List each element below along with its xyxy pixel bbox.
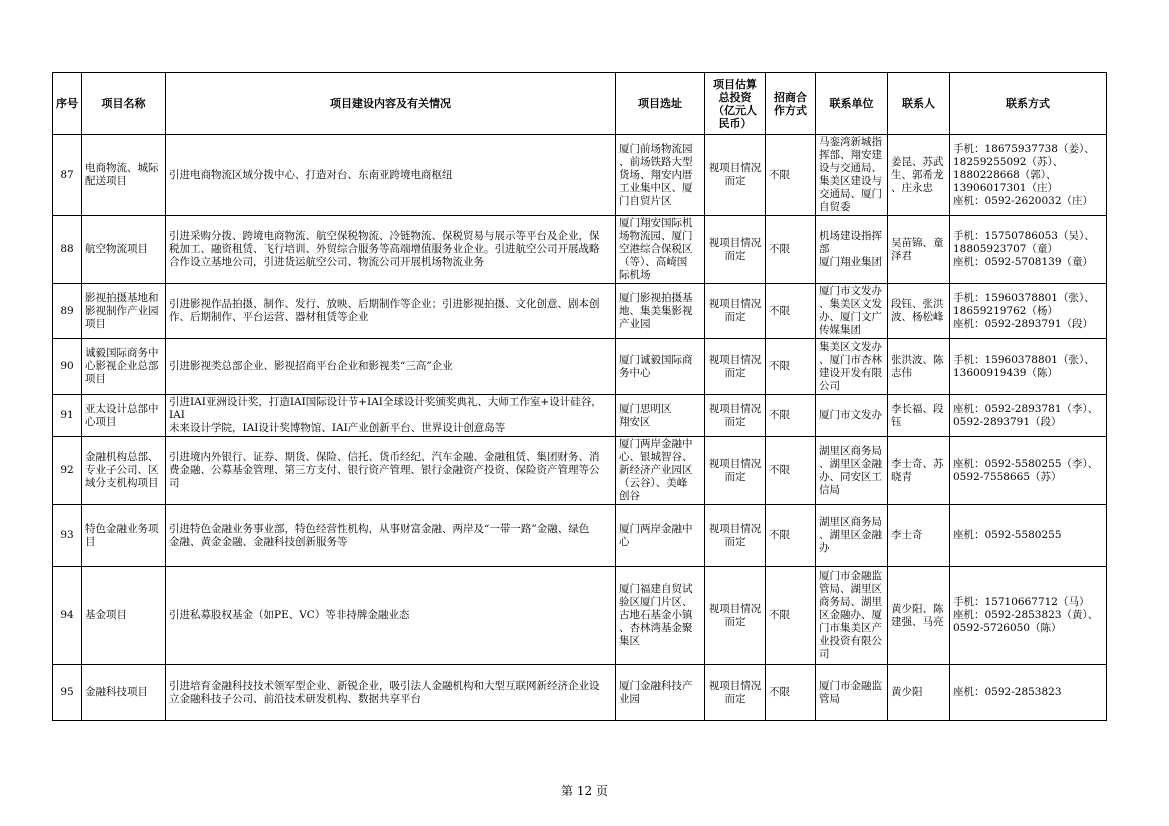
cell-unit-line: 设与交通局、 (819, 162, 882, 174)
cell-site (616, 395, 705, 437)
table-row (53, 437, 1107, 505)
table-row (53, 665, 1107, 721)
cell-person-line: 李士奇、苏 (891, 457, 944, 470)
header-content: 项目建设内容及有关情况 (166, 73, 616, 135)
cell-person (888, 284, 950, 339)
cell-project-name-line: 金融科技项目 (85, 686, 148, 698)
page-footer: 第 12 页 (561, 784, 608, 798)
cell-contact-line: 座机：0592-2620032（庄） (953, 194, 1094, 207)
cell-unit (816, 216, 888, 284)
cell-mode: 不限 (766, 437, 816, 505)
cell-unit (816, 665, 888, 721)
cell-contact (950, 505, 1107, 567)
cell-investment-line: 视项目情况 (708, 522, 762, 535)
cell-contact-line: 手机：15960378801（张）、 (953, 291, 1095, 304)
cell-person-line: 李士奇 (891, 529, 923, 541)
cell-no: 88 (53, 216, 82, 284)
header-invest (705, 73, 766, 135)
cell-site-line: 创谷 (619, 490, 640, 502)
cell-person-line: 吴苗锦、童 (891, 236, 944, 249)
cell-unit-line: 湖里区商务局 (819, 444, 882, 457)
cell-content-line: 引进私募股权基金（如PE、VC）等非持牌金融业态 (169, 609, 410, 621)
cell-project-name (82, 216, 166, 284)
cell-site-line: 际机场 (619, 269, 651, 281)
cell-contact-line: 座机：0592-2853823（黄）、 (953, 609, 1099, 621)
cell-person (888, 339, 950, 395)
cell-investment-line: 而定 (724, 249, 746, 262)
cell-project-name-line: 亚太设计总部中 (85, 402, 159, 415)
header-line: 民币） (718, 116, 752, 130)
cell-content-line: 未来设计学院，IAI设计奖博物馆、IAI产业创新平台、世界设计创意岛等 (169, 422, 506, 434)
cell-no: 95 (53, 665, 82, 721)
cell-unit (816, 284, 888, 339)
cell-person-line: 黄少阳、陈 (891, 602, 944, 615)
cell-project-name (82, 665, 166, 721)
cell-person-line: 钰 (891, 415, 902, 428)
cell-content-line: 引进培育金融科技技术领军型企业、新锐企业，吸引法人金融机构和大型互联网新经济企业设 (169, 679, 600, 692)
cell-project-name (82, 437, 166, 505)
cell-mode: 不限 (766, 135, 816, 216)
header-line: 总投资 (718, 90, 752, 104)
cell-mode: 不限 (766, 284, 816, 339)
cell-mode: 不限 (766, 216, 816, 284)
cell-site-line: 翔安区 (619, 415, 651, 428)
cell-unit-line: 集美区建设与 (819, 175, 882, 187)
cell-unit-line: 挥部、翔安建 (819, 149, 882, 161)
cell-site-line: 、前场铁路大型 (619, 155, 693, 168)
cell-person-line: 波、杨松峰 (891, 311, 944, 323)
cell-investment-line: 而定 (724, 615, 746, 628)
cell-content-line: 引进电商物流区域分拨中心、打造对台、东南亚跨境电商枢纽 (169, 168, 453, 181)
cell-project-name-line: 影视拍摄基地和 (85, 291, 159, 304)
table-row (53, 135, 1107, 216)
cell-unit-line: 商务局、湖里 (819, 596, 882, 608)
cell-person-line: 姜昆、苏武 (891, 155, 944, 168)
cell-unit-line: 集美区文发办 (819, 340, 882, 353)
cell-project-name-line: 项目 (85, 317, 106, 330)
cell-unit-line: 建设开发有限 (819, 366, 882, 379)
cell-person-line: 黄少阳 (891, 686, 923, 698)
cell-site-line: （等）、高崎国 (619, 256, 688, 268)
cell-no: 92 (53, 437, 82, 505)
cell-no: 93 (53, 505, 82, 567)
cell-site-line: 古地石基金小镇 (619, 609, 693, 621)
cell-site-line: 厦门影视拍摄基 (619, 291, 693, 304)
cell-unit-line: 交通局、厦门 (819, 188, 882, 200)
cell-investment-line: 视项目情况 (708, 679, 762, 692)
project-table (52, 72, 1107, 721)
cell-person (888, 665, 950, 721)
cell-investment-line: 而定 (724, 366, 746, 379)
cell-content (166, 135, 616, 216)
cell-contact-line: 手机：18675937738（姜）、 (953, 142, 1095, 155)
cell-contact-line: 13906017301（庄） (953, 181, 1058, 194)
header-line: 招商合 (774, 90, 807, 104)
cell-investment-line: 而定 (724, 535, 746, 548)
cell-contact-line: 18659219762（杨） (953, 304, 1058, 317)
cell-content-line: 引进IAI亚洲设计奖，打造IAI国际设计节+IAI全球设计奖颁奖典礼、大师工作室+设计硅谷，IAI (169, 396, 602, 421)
cell-site-line: 集区 (619, 635, 640, 647)
cell-site-line: 场物流园、厦门 (619, 230, 693, 242)
cell-site-line: 货场、翔安内厝 (619, 168, 693, 181)
cell-content (166, 339, 616, 395)
cell-site-line: 厦门福建自贸试 (619, 583, 693, 595)
cell-investment-line: 视项目情况 (708, 353, 762, 366)
cell-contact (950, 395, 1107, 437)
cell-investment-line: 视项目情况 (708, 298, 762, 310)
cell-investment (705, 339, 766, 395)
cell-unit-line: 区金融办、厦 (819, 609, 882, 621)
cell-investment-line: 而定 (724, 175, 746, 187)
table-row (53, 216, 1107, 284)
cell-site-line: 厦门翔安国际机 (619, 217, 693, 229)
cell-investment (705, 135, 766, 216)
cell-unit-line: 、湖里区金融 (819, 529, 882, 541)
cell-no: 87 (53, 135, 82, 216)
cell-content-line: 合作设立基地公司，引进货运航空公司、物流公司开展机场物流业务 (169, 256, 484, 268)
cell-project-name (82, 284, 166, 339)
cell-investment (705, 437, 766, 505)
cell-content (166, 284, 616, 339)
header-line: （亿元人 (713, 103, 757, 117)
cell-site-line: 验区厦门片区、 (619, 596, 693, 608)
cell-project-name-line: 金融机构总部、 (85, 451, 159, 463)
cell-mode: 不限 (766, 395, 816, 437)
cell-site (616, 284, 705, 339)
cell-investment (705, 395, 766, 437)
cell-content (166, 567, 616, 665)
cell-content-line: 引进特色金融业务事业部，特色经营性机构，从事财富金融、两岸及“一带一路”金融、绿色 (169, 522, 590, 535)
cell-person-line: 李长福、段 (891, 402, 944, 415)
cell-unit-line: 信局 (819, 483, 840, 496)
cell-unit-line: 湖里区商务局 (819, 516, 882, 528)
header-site: 项目选址 (616, 73, 705, 135)
cell-contact-line: 0592-5726050（陈） (953, 622, 1062, 634)
cell-unit-line: 传媒集团 (819, 324, 861, 336)
cell-investment-line: 视项目情况 (708, 602, 762, 615)
cell-project-name (82, 567, 166, 665)
cell-contact-line: 座机：0592-5580255 (953, 529, 1062, 541)
cell-site-line: 、杏林湾基金聚 (619, 622, 693, 634)
cell-unit-line: 、湖里区金融 (819, 457, 882, 470)
cell-content-line: 费金融、公募基金管理、第三方支付、银行资产管理、银行金融资产投资、保险资产管理等公 (169, 464, 600, 476)
cell-site (616, 505, 705, 567)
cell-content-line: 引进影视作品拍摄、制作、发行、放映、后期制作等企业；引进影视拍摄、文化创意、剧本创 (169, 298, 600, 310)
cell-site-line: 厦门金融科技产 (619, 679, 693, 692)
header-line: 作方式 (774, 103, 807, 117)
cell-contact-line: 1880228668（郭）、 (953, 168, 1057, 181)
cell-project-name (82, 135, 166, 216)
cell-no: 94 (53, 567, 82, 665)
table-row (53, 395, 1107, 437)
cell-unit-line: 管局 (819, 692, 840, 705)
cell-site-line: 厦门两岸金融中 (619, 522, 693, 535)
cell-person (888, 567, 950, 665)
table-row (53, 339, 1107, 395)
cell-site-line: 厦门思明区 (619, 402, 672, 415)
cell-unit-line: 厦门市金融监 (819, 570, 882, 582)
cell-contact (950, 216, 1107, 284)
table-row (53, 567, 1107, 665)
header-name: 项目名称 (82, 73, 166, 135)
cell-content (166, 395, 616, 437)
cell-contact-line: 座机：0592-2893781（李）、 (953, 402, 1099, 415)
cell-unit-line: 司 (819, 648, 830, 660)
cell-unit-line: 业投资有限公 (819, 635, 882, 647)
cell-investment-line: 而定 (724, 311, 746, 323)
cell-unit (816, 567, 888, 665)
cell-content (166, 216, 616, 284)
cell-mode: 不限 (766, 665, 816, 721)
cell-project-name-line: 基金项目 (85, 609, 127, 621)
cell-contact (950, 339, 1107, 395)
cell-site-line: 务中心 (619, 366, 651, 379)
header-row (53, 73, 1107, 135)
cell-unit-line: 马銮湾新城指 (819, 136, 882, 148)
cell-person-line: 生、郭希龙 (891, 168, 944, 181)
cell-unit-line: 厦门市金融监 (819, 679, 882, 692)
cell-project-name (82, 395, 166, 437)
cell-unit-line: 门市集美区产 (819, 622, 882, 634)
cell-person-line: 晓青 (891, 470, 912, 483)
cell-unit-line: 、集美区文发 (819, 298, 882, 310)
cell-no: 91 (53, 395, 82, 437)
cell-content-line: 税加工、融资租赁、飞行培训、外贸综合服务等高端增值服务业企业。引进航空公司开展战略 (169, 243, 600, 255)
cell-site-line: 地、集美集影视 (619, 304, 693, 317)
cell-site-line: 心、银城智谷、 (619, 451, 693, 463)
cell-investment (705, 567, 766, 665)
cell-project-name-line: 项目 (85, 373, 106, 385)
cell-investment-line: 而定 (724, 470, 746, 483)
cell-unit-line: 管局、湖里区 (819, 583, 882, 595)
cell-project-name-line: 专业子公司、区 (85, 464, 159, 476)
cell-contact-line: 13600919439（陈） (953, 366, 1058, 379)
header-person: 联系人 (888, 73, 950, 135)
cell-no: 89 (53, 284, 82, 339)
cell-content (166, 665, 616, 721)
cell-content-line: 引进采购分拨、跨境电商物流、航空保税物流、冷链物流、保税贸易与展示等平台及企业，保 (169, 230, 600, 242)
cell-site-line: 厦门诚毅国际商 (619, 353, 693, 366)
cell-site (616, 567, 705, 665)
cell-contact (950, 135, 1107, 216)
cell-contact (950, 567, 1107, 665)
cell-project-name-line: 心影视企业总部 (85, 360, 159, 372)
cell-investment-line: 而定 (724, 692, 746, 705)
cell-site-line: 新经济产业园区 (619, 464, 693, 476)
cell-investment-line: 视项目情况 (708, 236, 762, 249)
cell-unit (816, 505, 888, 567)
cell-contact-line: 手机：15710667712（马） (953, 596, 1090, 608)
cell-person-line: 建强、马亮 (891, 615, 944, 628)
header-line: 项目估算 (713, 77, 757, 91)
header-contact: 联系方式 (950, 73, 1107, 135)
cell-person-line: 段钰、张洪 (891, 298, 944, 310)
cell-unit-line: 部 (819, 243, 830, 255)
cell-investment-line: 而定 (724, 415, 746, 428)
cell-contact-line: 18259255092（苏）、 (953, 155, 1064, 168)
cell-investment-line: 视项目情况 (708, 402, 762, 415)
cell-person-line: 张洪波、陈 (891, 353, 944, 366)
cell-investment (705, 216, 766, 284)
cell-site-line: 产业园 (619, 317, 651, 330)
cell-unit-line: 办 (819, 542, 830, 554)
cell-mode: 不限 (766, 339, 816, 395)
cell-no: 90 (53, 339, 82, 395)
cell-unit-line: 公司 (819, 379, 840, 392)
cell-contact-line: 座机：0592-5580255（李）、 (953, 457, 1099, 470)
cell-contact-line: 座机：0592-2853823 (953, 686, 1062, 698)
cell-site-line: （云谷）、美峰 (619, 477, 688, 489)
cell-unit-line: 办、厦门文广 (819, 311, 882, 323)
cell-site-line: 厦门两岸金融中 (619, 438, 693, 450)
cell-project-name-line: 诚毅国际商务中 (85, 347, 159, 359)
cell-site-line: 空港综合保税区 (619, 243, 693, 255)
table-row (53, 284, 1107, 339)
cell-site (616, 339, 705, 395)
cell-mode: 不限 (766, 567, 816, 665)
cell-person-line: 志伟 (891, 366, 912, 379)
cell-content-line: 引进境内外银行、证券、期货、保险、信托、货币经纪、汽车金融、金融租赁、集团财务、消 (169, 451, 600, 463)
cell-content-line: 司 (169, 477, 180, 489)
cell-person (888, 135, 950, 216)
cell-site (616, 135, 705, 216)
cell-site-line: 门自贸片区 (619, 194, 672, 207)
cell-unit (816, 395, 888, 437)
cell-site-line: 厦门前场物流园 (619, 142, 693, 155)
cell-investment (705, 505, 766, 567)
cell-unit-line: 机场建设指挥 (819, 230, 882, 242)
cell-content-line: 作、后期制作、平台运营、器材租赁等企业 (169, 311, 369, 323)
cell-site-line: 工业集中区、厦 (619, 181, 693, 194)
cell-project-name (82, 339, 166, 395)
cell-content-line: 立金融科技子公司、前沿技术研发机构、数据共享平台 (169, 692, 421, 705)
table-row (53, 505, 1107, 567)
cell-site (616, 216, 705, 284)
cell-unit-line: 厦门市文发办 (819, 285, 882, 297)
cell-person (888, 395, 950, 437)
cell-unit-line: 厦门市文发办 (819, 409, 882, 421)
cell-contact-line: 座机：0592-5708139（童） (953, 256, 1094, 268)
cell-person (888, 437, 950, 505)
cell-content (166, 505, 616, 567)
cell-unit (816, 437, 888, 505)
header-mode (766, 73, 816, 135)
cell-unit-line: 办、同安区工 (819, 470, 882, 483)
cell-person-line: 、庄永忠 (891, 181, 933, 194)
cell-person (888, 216, 950, 284)
cell-contact-line: 座机：0592-2893791（段） (953, 317, 1094, 330)
header-no: 序号 (53, 73, 82, 135)
cell-contact-line: 0592-2893791（段） (953, 415, 1062, 428)
cell-unit-line: 、厦门市杏林 (819, 353, 882, 366)
cell-mode: 不限 (766, 505, 816, 567)
cell-investment-line: 视项目情况 (708, 162, 762, 174)
cell-project-name-line: 特色金融业务项 (85, 522, 159, 535)
cell-unit-line: 厦门翔业集团 (819, 256, 882, 268)
cell-project-name-line: 心项目 (85, 415, 117, 428)
cell-site-line: 业园 (619, 692, 640, 705)
cell-project-name-line: 域分支机构项目 (85, 477, 159, 489)
cell-project-name-line: 目 (85, 535, 96, 548)
cell-unit (816, 339, 888, 395)
cell-content (166, 437, 616, 505)
cell-site (616, 437, 705, 505)
cell-site (616, 665, 705, 721)
cell-project-name-line: 电商物流、城际 (85, 162, 159, 174)
cell-contact-line: 手机：15750786053（吴）、 (953, 230, 1095, 242)
cell-project-name (82, 505, 166, 567)
cell-content-line: 引进影视类总部企业、影视招商平台企业和影视类“三高”企业 (169, 360, 453, 372)
cell-contact-line: 手机：15960378801（张）、 (953, 353, 1095, 366)
cell-person (888, 505, 950, 567)
cell-content-line: 金融、黄金金融、金融科技创新服务等 (169, 535, 348, 548)
cell-investment (705, 284, 766, 339)
cell-contact (950, 284, 1107, 339)
cell-contact (950, 437, 1107, 505)
header-unit: 联系单位 (816, 73, 888, 135)
cell-person-line: 泽君 (891, 249, 912, 262)
cell-contact-line: 18805923707（童） (953, 243, 1058, 255)
cell-contact (950, 665, 1107, 721)
cell-contact-line: 0592-7558665（苏） (953, 470, 1062, 483)
cell-site-line: 心 (619, 535, 630, 548)
cell-investment-line: 视项目情况 (708, 457, 762, 470)
cell-project-name-line: 航空物流项目 (85, 243, 148, 255)
cell-unit-line: 自贸委 (819, 201, 851, 213)
cell-project-name-line: 影视制作产业园 (85, 304, 159, 317)
cell-unit (816, 135, 888, 216)
cell-investment (705, 665, 766, 721)
cell-project-name-line: 配送项目 (85, 175, 127, 187)
